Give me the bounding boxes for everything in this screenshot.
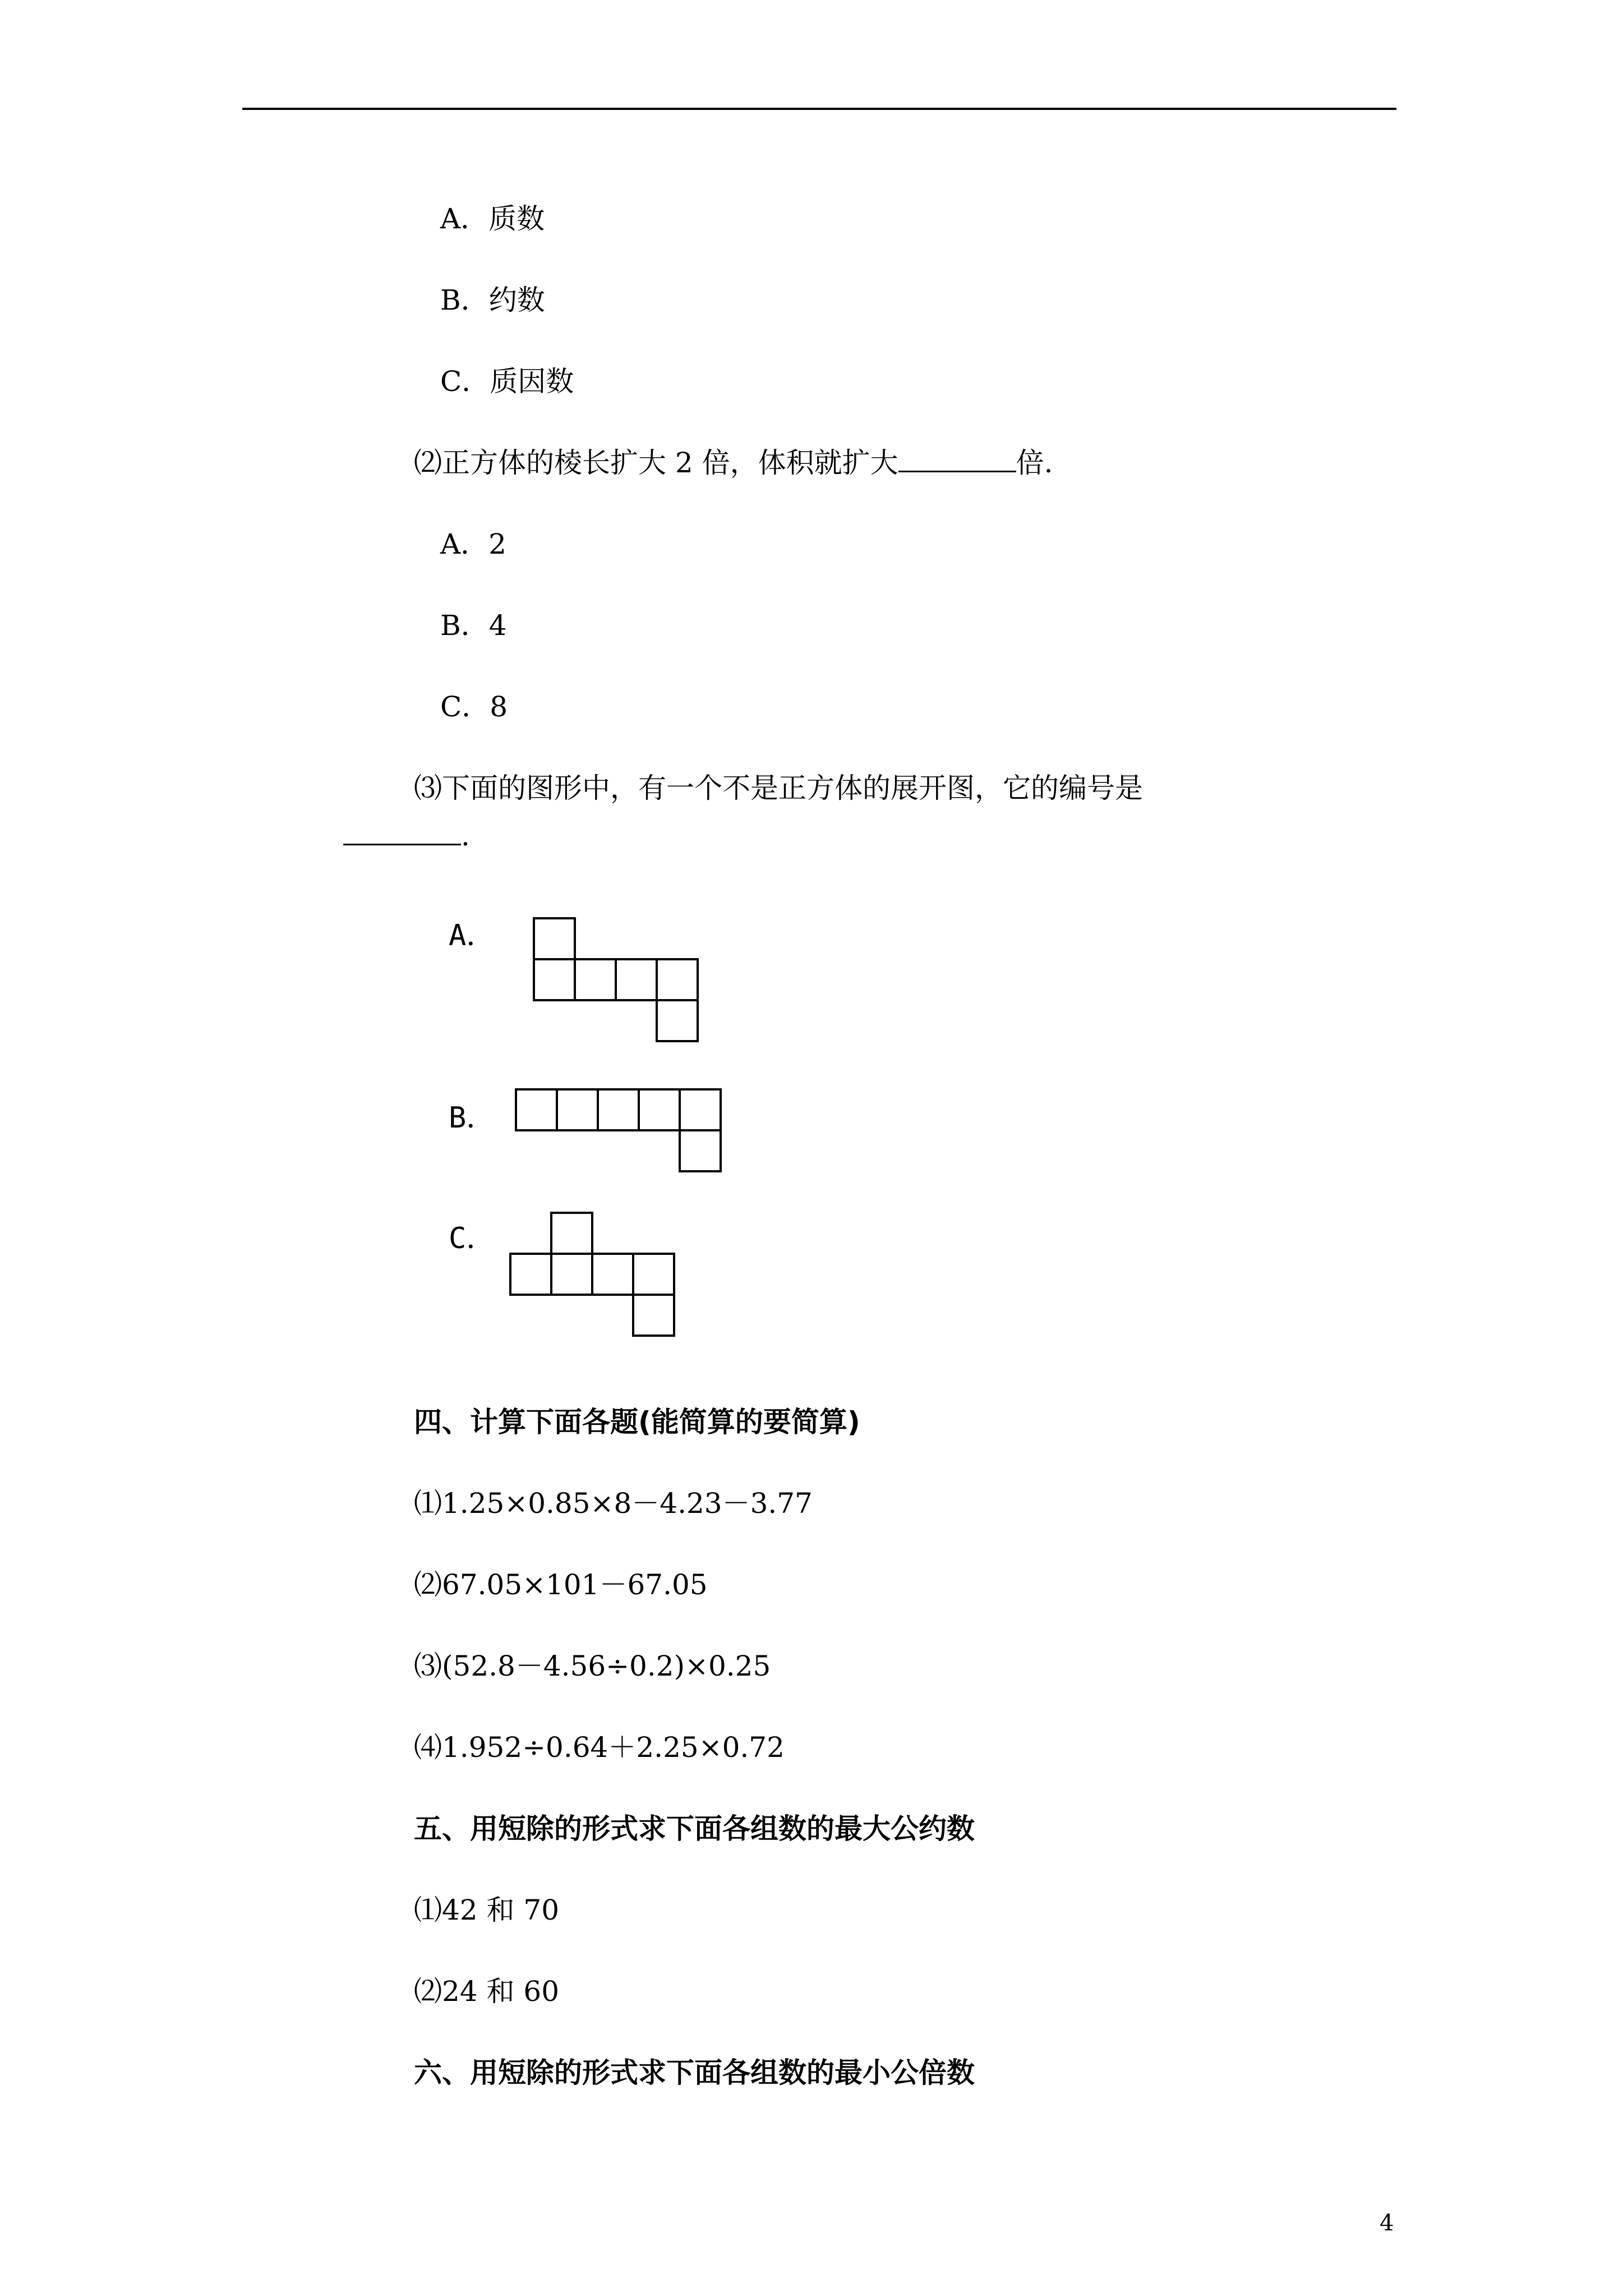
net-cell [680, 1130, 721, 1171]
net-cell [657, 959, 698, 1000]
q1-option-c[interactable]: C．质因数 [440, 365, 574, 398]
q3-answer-blank[interactable] [343, 821, 461, 845]
net-cell [510, 1254, 551, 1295]
q3-stem: ⑶下面的图形中，有一个不是正方体的展开图，它的编号是 [414, 772, 1143, 804]
net-cell [551, 1254, 592, 1295]
net-cell [680, 1089, 721, 1130]
net-cell [557, 1089, 598, 1130]
q2-stem [414, 446, 1053, 480]
net-cell [633, 1254, 674, 1295]
q3-answer-line [343, 819, 470, 853]
page-number: 4 [1380, 2210, 1394, 2236]
figure-c-label: C． [449, 1222, 496, 1255]
net-cell [575, 959, 616, 1000]
section5-item-1: ⑴42 和 70 [414, 1894, 560, 1926]
section5-item-2: ⑵24 和 60 [414, 1975, 560, 2008]
q2-option-c[interactable]: C．8 [440, 691, 508, 723]
figure-b-label: B． [449, 1101, 496, 1135]
q3-stem-end: . [461, 820, 470, 852]
net-cell [592, 1254, 633, 1295]
section4-item-3: ⑶(52.8－4.56÷0.2)×0.25 [414, 1650, 771, 1682]
q1-option-a[interactable]: A．质数 [440, 203, 545, 235]
header-rule [242, 108, 1396, 110]
q2-option-a[interactable]: A．2 [440, 528, 506, 560]
q2-answer-blank[interactable] [898, 448, 1016, 472]
section5-title: 五、用短除的形式求下面各组数的最大公约数 [414, 1812, 975, 1845]
net-cell [657, 1000, 698, 1041]
net-cell [633, 1295, 674, 1336]
figure-a-net [533, 917, 701, 1046]
net-cell [516, 1089, 557, 1130]
net-cell [639, 1089, 680, 1130]
figure-c-net [509, 1212, 677, 1341]
section4-item-2: ⑵67.05×101－67.05 [414, 1568, 708, 1601]
net-cell [616, 959, 657, 1000]
section6-title: 六、用短除的形式求下面各组数的最小公倍数 [414, 2056, 975, 2089]
section4-title: 四、计算下面各题(能简算的要简算) [414, 1406, 860, 1438]
section4-item-1: ⑴1.25×0.85×8－4.23－3.77 [414, 1487, 813, 1520]
net-cell [534, 959, 575, 1000]
q2-option-b[interactable]: B．4 [440, 609, 507, 642]
figure-b-net [515, 1088, 728, 1178]
net-cell [598, 1089, 639, 1130]
section4-item-4: ⑷1.952÷0.64＋2.25×0.72 [414, 1731, 785, 1764]
net-cell [551, 1213, 592, 1254]
net-cell [534, 918, 575, 959]
q1-option-b[interactable]: B．约数 [440, 284, 545, 316]
q2-stem-text: ⑵正方体的棱长扩大 2 倍，体积就扩大 [414, 447, 898, 479]
figure-a-label: A． [449, 919, 496, 953]
q2-stem-end: 倍. [1016, 447, 1053, 479]
